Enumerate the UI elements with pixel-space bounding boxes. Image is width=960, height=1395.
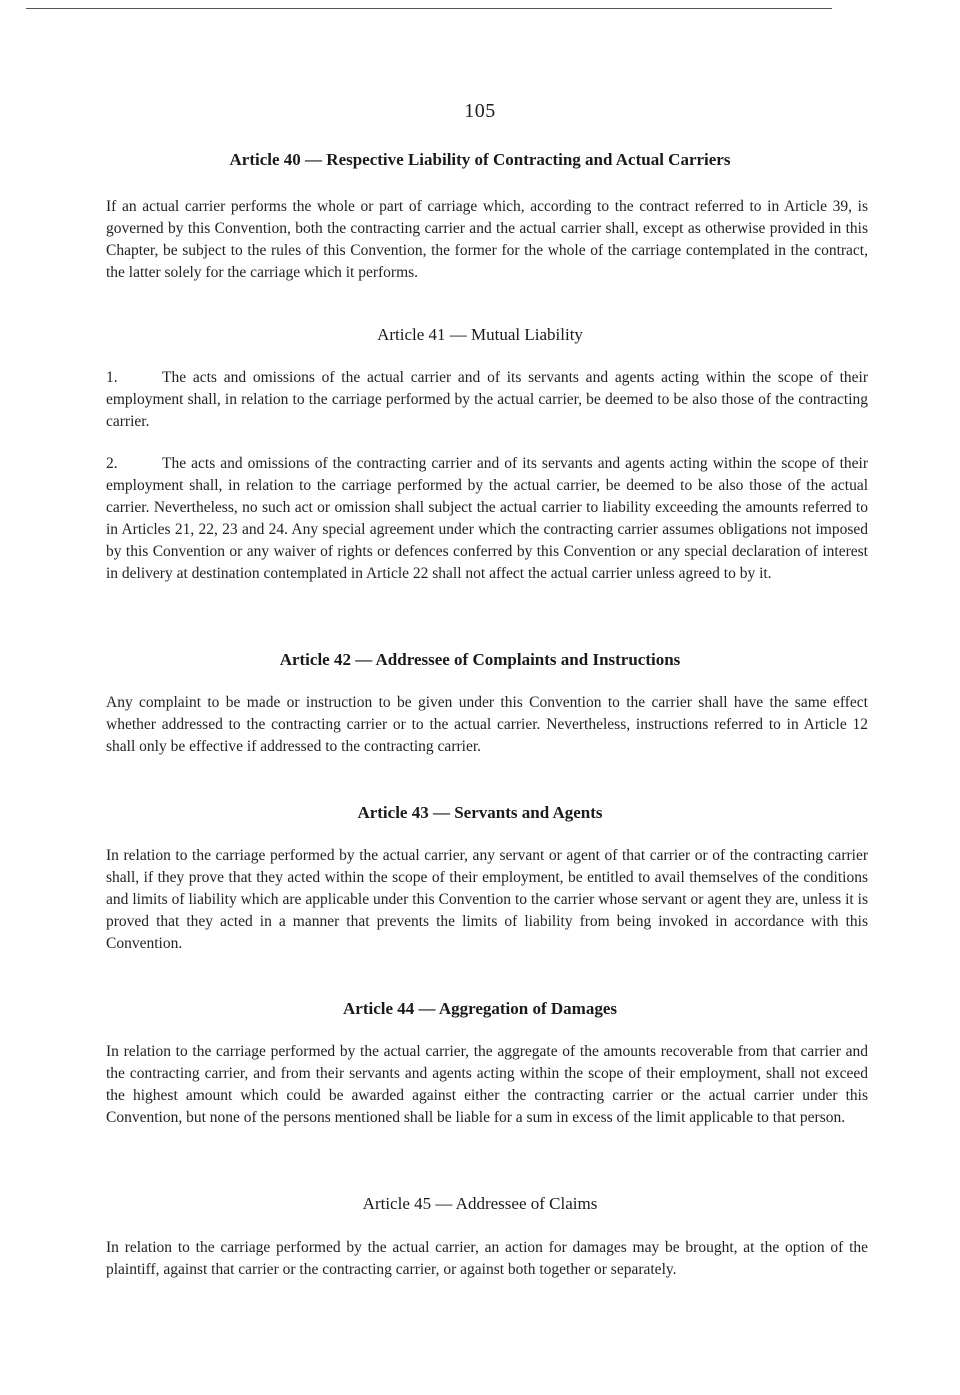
paragraph-text: In relation to the carriage performed by the actual carrier, the aggregate of the amounts recoverable from that carrier and the contracting carrier, and from their servants and agents acting within the scope of their employment, shall not exceed the highest amount which could be awarded against either the contracting carrier or the actual carrier under this Convention, but none of the persons mentioned shall be liable for a sum in excess of the limit applicable to that person. xyxy=(106,1043,868,1126)
article-44-title: Article 44 — Aggregation of Damages xyxy=(343,999,617,1018)
paragraph-text: The acts and omissions of the contracting carrier and of its servants and agents acting within the scope of their employment shall, in relation to the carriage performed by the actual carrier, be deemed to be also those of the actual carrier. Nevertheless, no such act or omission shall subject the actual carrier to liability exceeding the amounts referred to in Articles 21, 22, 23 and 24. Any special agreement under which the contracting carrier assumes obligations not imposed by this Convention or any waiver of rights or defences conferred by this Convention or any special declaration of interest in delivery at destination contemplated in Article 22 shall not affect the actual carrier unless agreed to by it. xyxy=(106,455,868,582)
paragraph-text: The acts and omissions of the actual carrier and of its servants and agents acting within the scope of their employment shall, in relation to the carriage performed by the actual carrier, be deemed to be also those of the contracting carrier. xyxy=(106,369,868,430)
paragraph-number: 2. xyxy=(106,455,118,472)
article-45-paragraph xyxy=(106,1237,868,1281)
article-41-paragraph-2 xyxy=(106,453,868,585)
article-42-paragraph xyxy=(106,692,868,758)
article-41-paragraph-1 xyxy=(106,367,868,433)
article-43-title: Article 43 — Servants and Agents xyxy=(357,803,603,822)
article-40-paragraph xyxy=(106,196,868,284)
article-43-paragraph xyxy=(106,845,868,955)
article-42-title: Article 42 — Addressee of Complaints and Instructions xyxy=(279,650,681,669)
top-rule xyxy=(26,8,832,9)
article-41-title: Article 41 — Mutual Liability xyxy=(377,325,583,344)
article-44-paragraph xyxy=(106,1041,868,1129)
paragraph-text: In relation to the carriage performed by the actual carrier, an action for damages may be brought, at the option of the plaintiff, against that carrier or the contracting carrier, or against both together or separately. xyxy=(106,1239,868,1278)
article-45-title: Article 45 — Addressee of Claims xyxy=(362,1194,598,1213)
paragraph-text: In relation to the carriage performed by the actual carrier, any servant or agent of that carrier or of the contracting carrier shall, if they prove that they acted within the scope of their employment, be entitled to avail themselves of the conditions and limits of liability which are applicable under this Convention to the carrier whose servant or agent they are, unless it is proved that they acted in a manner that prevents the limits of liability from being invoked in accordance with this Convention. xyxy=(106,847,868,952)
paragraph-number: 1. xyxy=(106,369,118,386)
paragraph-text: Any complaint to be made or instruction to be given under this Convention to the carrier shall have the same effect whether addressed to the contracting carrier or to the actual carrier. Nevertheless, instructions referred to in Article 12 shall only be effective if addressed to the contracting carrier. xyxy=(106,694,868,755)
article-40-title: Article 40 — Respective Liability of Contracting and Actual Carriers xyxy=(229,150,731,169)
paragraph-text: If an actual carrier performs the whole or part of carriage which, according to the contract referred to in Article 39, is governed by this Convention, both the contracting carrier and the actual carrier shall, except as otherwise provided in this Chapter, be subject to the rules of this Convention, the former for the whole of the carriage contemplated in the contract, the latter solely for the carriage which it performs. xyxy=(106,198,868,281)
page-number: 105 xyxy=(464,100,496,122)
